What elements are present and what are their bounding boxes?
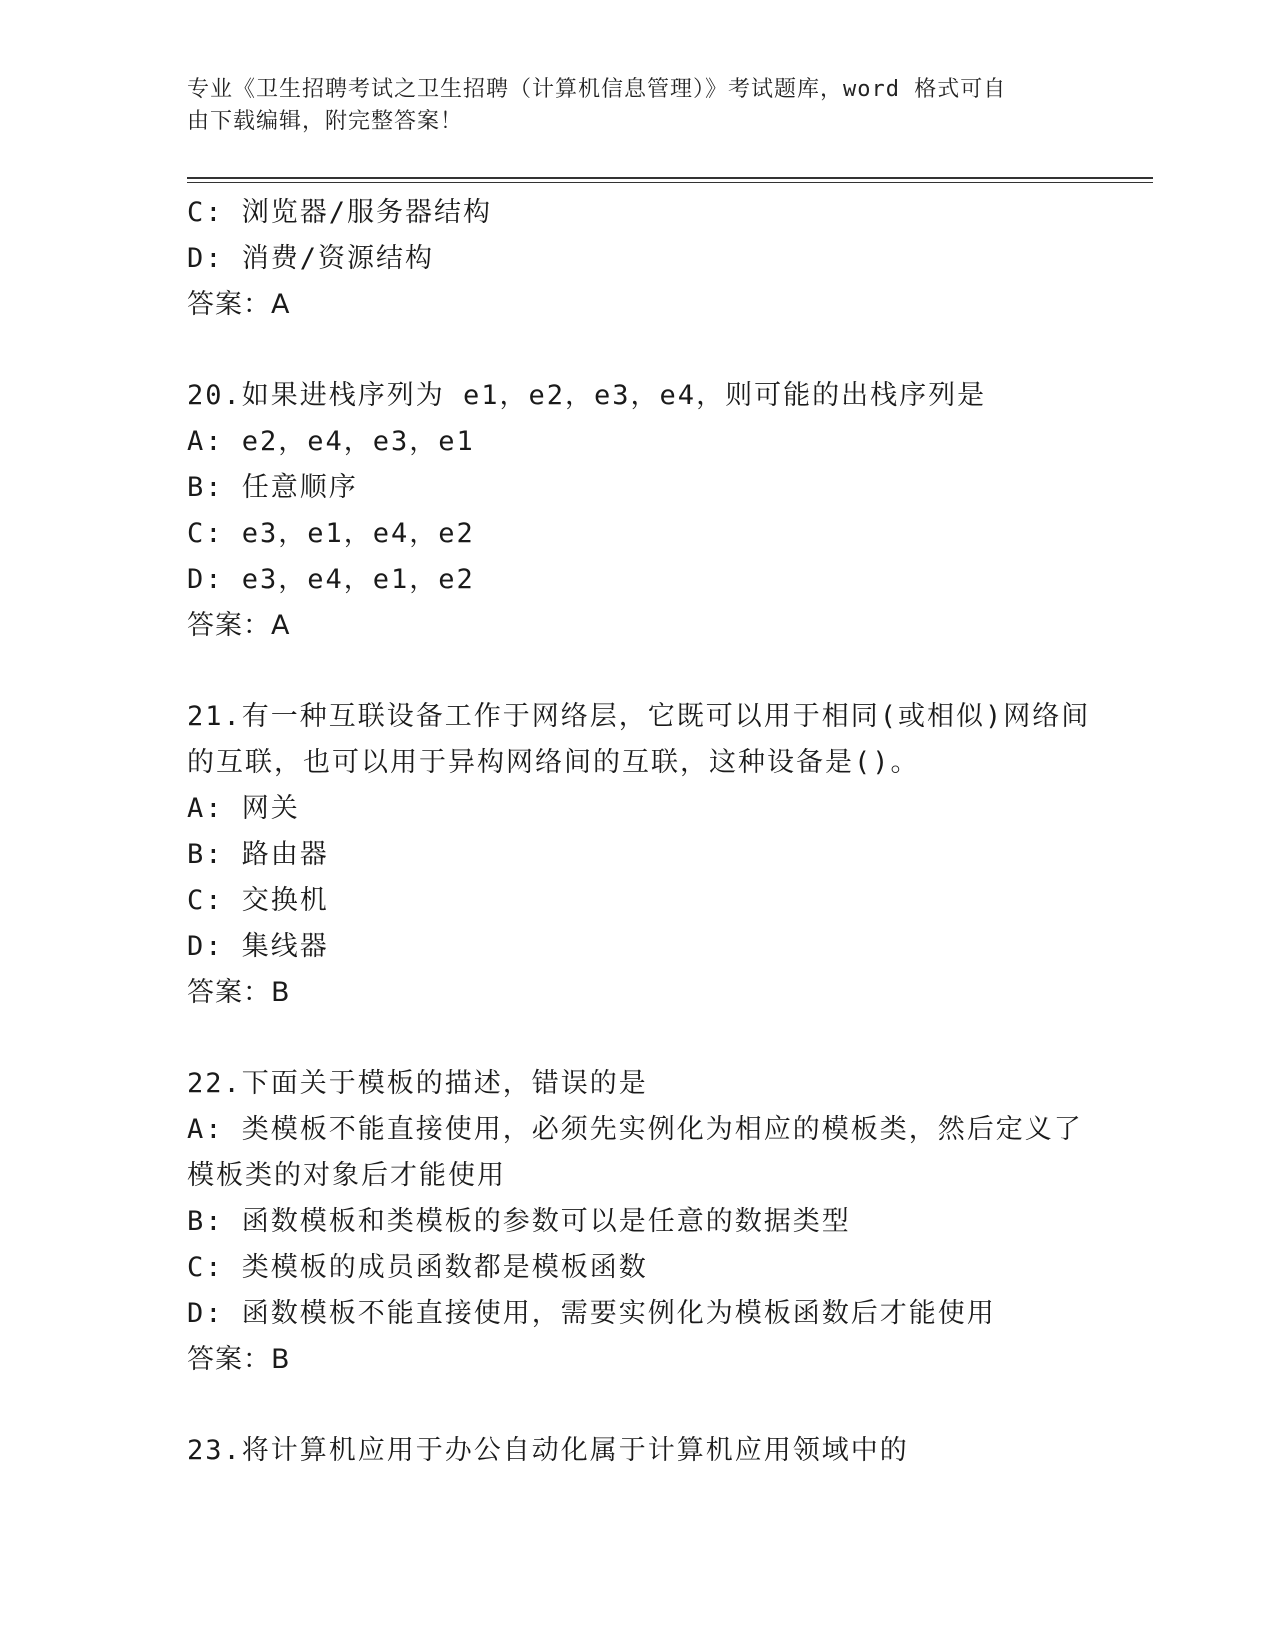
q21-option-d: D: 集线器 [187, 931, 329, 962]
q20-option-c: C: e3，e1，e4，e2 [187, 518, 475, 549]
question-19-block [187, 190, 1087, 328]
q19-option-d: D: 消费/资源结构 [187, 243, 435, 274]
q22-option-b: B: 函数模板和类模板的参数可以是任意的数据类型 [187, 1206, 851, 1237]
header-divider-thin [187, 182, 1153, 183]
q19-option-c: C: 浏览器/服务器结构 [187, 197, 493, 228]
q20-question: 20.如果进栈序列为 e1，e2，e3，e4，则可能的出栈序列是 [187, 380, 987, 411]
q21-option-b: B: 路由器 [187, 839, 329, 870]
q20-option-d: D: e3，e4，e1，e2 [187, 564, 475, 595]
q22-question: 22.下面关于模板的描述，错误的是 [187, 1068, 648, 1099]
q22-option-d: D: 函数模板不能直接使用，需要实例化为模板函数后才能使用 [187, 1298, 996, 1329]
q21-option-a: A: 网关 [187, 793, 300, 824]
header-divider-thick [187, 177, 1153, 179]
q21-option-c: C: 交换机 [187, 885, 329, 916]
q21-answer: 答案：B [187, 977, 291, 1008]
q20-answer: 答案：A [187, 610, 291, 641]
q22-option-c: C: 类模板的成员函数都是模板函数 [187, 1252, 648, 1283]
q20-option-b: B: 任意顺序 [187, 472, 358, 503]
question-22-block [187, 1061, 1087, 1383]
question-21-block [187, 694, 1091, 1016]
spacer [187, 649, 1087, 694]
q21-question-line-1: 21.有一种互联设备工作于网络层，它既可以用于相同(或相似)网络间 [187, 701, 1091, 732]
q22-answer: 答案：B [187, 1344, 291, 1375]
q23-question: 23.将计算机应用于办公自动化属于计算机应用领域中的 [187, 1435, 909, 1466]
q22-option-a-line-2: 模板类的对象后才能使用 [187, 1160, 506, 1191]
question-content [187, 190, 1091, 1474]
q19-answer: 答案：A [187, 289, 291, 320]
q21-question-line-2: 的互联，也可以用于异构网络间的互联，这种设备是()。 [187, 747, 920, 778]
question-23-block [187, 1428, 1087, 1474]
header-line-1: 专业《卫生招聘考试之卫生招聘（计算机信息管理）》考试题库，word 格式可自 [187, 77, 1007, 102]
header-line-2: 由下载编辑，附完整答案！ [187, 109, 464, 134]
spacer [187, 328, 1087, 373]
document-header [187, 74, 1087, 138]
spacer [187, 1383, 1087, 1428]
q22-option-a-line-1: A: 类模板不能直接使用，必须先实例化为相应的模板类，然后定义了 [187, 1114, 1083, 1145]
spacer [187, 1016, 1087, 1061]
question-20-block [187, 373, 1087, 649]
q20-option-a: A: e2，e4，e3，e1 [187, 426, 475, 457]
